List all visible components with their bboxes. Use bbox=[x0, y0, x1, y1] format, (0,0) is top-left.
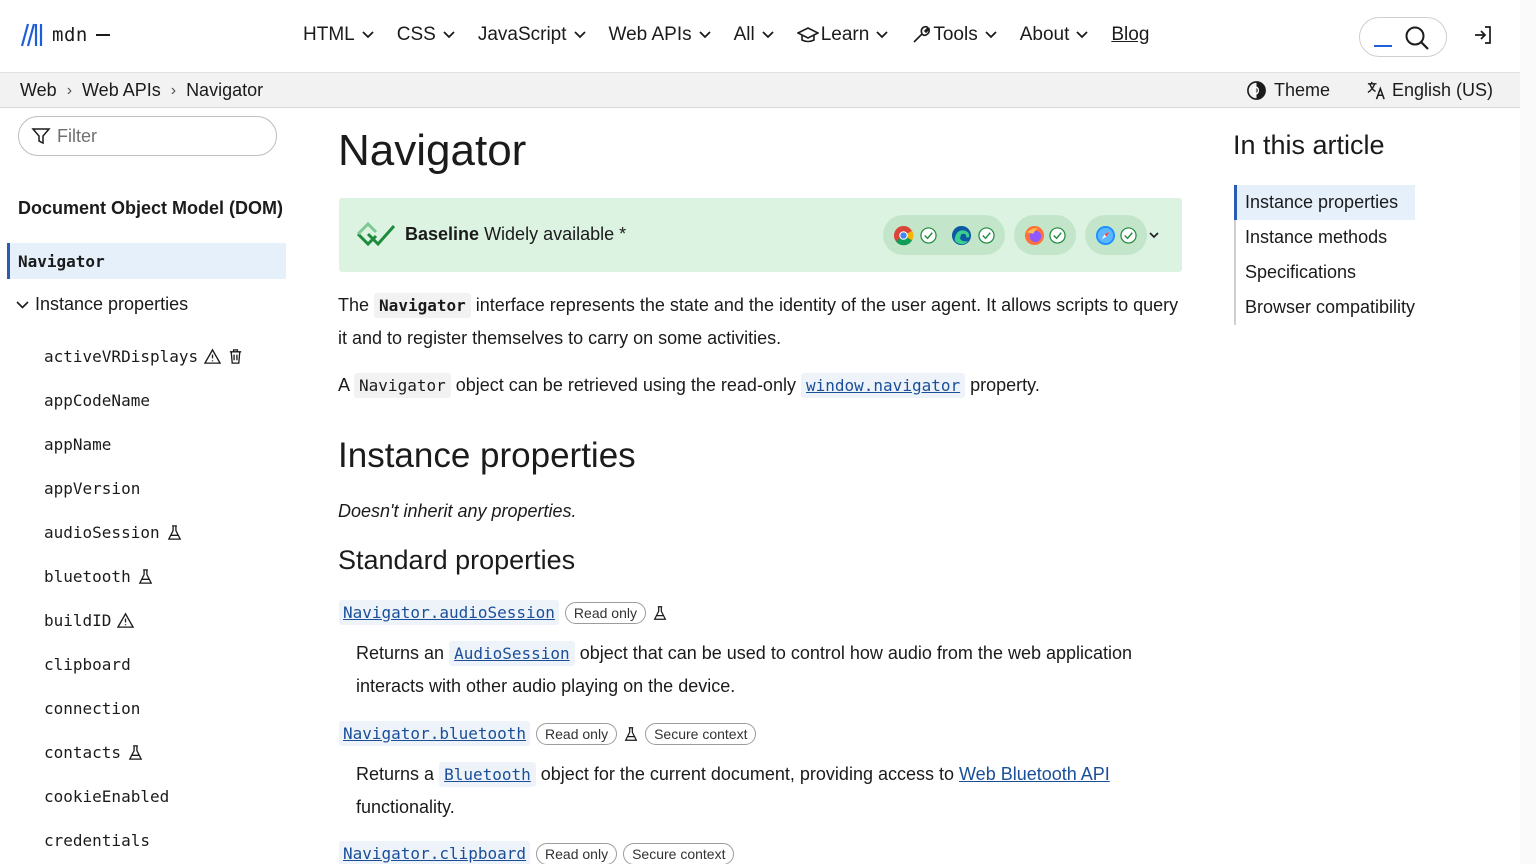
property-description bbox=[356, 637, 1176, 702]
menu-css-label: CSS bbox=[396, 24, 436, 45]
sidebar-item[interactable] bbox=[44, 378, 244, 422]
link-code: Bluetooth bbox=[439, 762, 536, 787]
chevron-down-icon[interactable] bbox=[1147, 228, 1161, 242]
warning-icon bbox=[204, 348, 221, 365]
sidebar-filter[interactable] bbox=[18, 116, 277, 156]
menu-all-label: All bbox=[733, 24, 755, 45]
read-only-badge: Read only bbox=[536, 843, 617, 864]
intro-text: object can be retrieved using the read-only bbox=[455, 375, 796, 395]
property-description bbox=[356, 758, 1176, 823]
browser-group-safari bbox=[1085, 215, 1147, 255]
property-link[interactable]: Navigator.bluetooth bbox=[339, 721, 530, 746]
flask-icon bbox=[137, 568, 154, 585]
menu-tools[interactable] bbox=[911, 24, 997, 46]
mdn-logo-icon bbox=[20, 22, 46, 48]
sidebar-item-label: bluetooth bbox=[44, 566, 131, 586]
sidebar-item[interactable] bbox=[44, 774, 244, 818]
property-row bbox=[339, 721, 756, 746]
menu-web-apis[interactable] bbox=[609, 24, 712, 46]
property-row bbox=[339, 600, 668, 625]
baseline-strong: Baseline bbox=[405, 224, 480, 244]
property-link[interactable]: Navigator.audioSession bbox=[339, 600, 559, 625]
theme-icon bbox=[1246, 80, 1267, 101]
breadcrumb-navigator[interactable]: Navigator bbox=[186, 80, 264, 100]
sidebar-item[interactable] bbox=[44, 642, 244, 686]
property-link[interactable]: Navigator.clipboard bbox=[339, 841, 530, 864]
graduation-cap-icon bbox=[797, 27, 819, 43]
toc-title: In this article bbox=[1233, 130, 1385, 160]
window-navigator-link[interactable] bbox=[801, 375, 965, 395]
menu-html-label: HTML bbox=[303, 24, 355, 45]
sidebar-item[interactable] bbox=[44, 818, 244, 862]
supported-check-icon bbox=[978, 227, 995, 244]
browser-group-chrome-edge bbox=[883, 215, 1005, 255]
sidebar-item-label: clipboard bbox=[44, 654, 131, 674]
section-heading-standard-properties[interactable]: Standard properties bbox=[338, 545, 576, 575]
baseline-check-icon bbox=[356, 220, 396, 248]
intro-text: A bbox=[338, 375, 350, 395]
edge-icon bbox=[951, 225, 972, 246]
search-icon bbox=[1404, 25, 1430, 51]
browser-group-firefox bbox=[1014, 215, 1076, 255]
warning-icon bbox=[117, 612, 134, 629]
sidebar-item-label: appName bbox=[44, 434, 112, 454]
chevron-down-icon bbox=[573, 28, 587, 42]
secure-context-badge: Secure context bbox=[645, 723, 756, 745]
sidebar-item-label: cookieEnabled bbox=[44, 786, 170, 806]
menu-learn-label: Learn bbox=[820, 24, 870, 45]
read-only-badge: Read only bbox=[536, 723, 617, 745]
sidebar-item[interactable] bbox=[44, 466, 244, 510]
wrench-icon bbox=[911, 25, 931, 45]
chevron-down-icon bbox=[761, 28, 775, 42]
filter-icon bbox=[31, 126, 51, 146]
baseline-banner[interactable] bbox=[339, 198, 1182, 272]
language-switcher[interactable] bbox=[1366, 80, 1493, 101]
bluetooth-link[interactable] bbox=[439, 764, 536, 784]
browser-support bbox=[883, 215, 1147, 255]
menu-javascript[interactable] bbox=[478, 24, 587, 46]
supported-check-icon bbox=[1049, 227, 1066, 244]
link-code: window.navigator bbox=[801, 373, 965, 398]
chevron-down-icon bbox=[16, 298, 29, 311]
chrome-icon bbox=[893, 225, 914, 246]
sidebar-item[interactable] bbox=[44, 422, 244, 466]
description-text: object for the current document, providing access to bbox=[540, 764, 954, 784]
login-icon[interactable] bbox=[1472, 24, 1494, 46]
toc-item-specifications[interactable]: Specifications bbox=[1245, 262, 1357, 282]
flask-icon bbox=[127, 744, 144, 761]
menu-learn[interactable] bbox=[797, 24, 890, 46]
search-cursor bbox=[1374, 45, 1392, 47]
breadcrumb-bar bbox=[0, 72, 1520, 108]
flask-icon bbox=[623, 726, 639, 742]
sidebar-item-label: audioSession bbox=[44, 522, 160, 542]
firefox-icon bbox=[1024, 225, 1045, 246]
menu-about-label: About bbox=[1019, 24, 1070, 45]
sidebar-item[interactable] bbox=[44, 510, 244, 554]
sidebar-item-navigator[interactable]: Navigator bbox=[7, 243, 286, 279]
menu-tools-label: Tools bbox=[933, 24, 978, 45]
chevron-right-icon: › bbox=[66, 81, 73, 99]
menu-html[interactable] bbox=[303, 24, 375, 46]
sidebar-item-label: buildID bbox=[44, 610, 112, 630]
supported-check-icon bbox=[920, 227, 937, 244]
theme-switcher[interactable] bbox=[1246, 80, 1330, 101]
menu-all[interactable] bbox=[734, 24, 775, 46]
theme-label: Theme bbox=[1274, 80, 1331, 100]
baseline-label bbox=[405, 224, 626, 245]
secure-context-badge: Secure context bbox=[623, 843, 734, 864]
menu-css[interactable] bbox=[397, 24, 456, 46]
sidebar-item-label: activeVRDisplays bbox=[44, 346, 199, 366]
menu-blog-link[interactable]: Blog bbox=[1111, 24, 1150, 45]
intro-text: property. bbox=[970, 375, 1040, 395]
breadcrumb bbox=[20, 80, 263, 101]
audiosession-link[interactable] bbox=[449, 643, 575, 663]
toc-item-instance-methods[interactable]: Instance methods bbox=[1245, 227, 1388, 247]
sidebar-item-label: appVersion bbox=[44, 478, 141, 498]
menu-about[interactable] bbox=[1020, 24, 1090, 46]
inherit-note: Doesn't inherit any properties. bbox=[338, 501, 577, 521]
toc-item-browser-compatibility[interactable]: Browser compatibility bbox=[1245, 297, 1416, 317]
inline-code: Navigator bbox=[374, 293, 471, 318]
baseline-status: Widely available * bbox=[484, 224, 627, 244]
intro-text: The bbox=[338, 295, 370, 315]
intro-paragraph-1 bbox=[338, 289, 1183, 354]
sidebar-item-label: credentials bbox=[44, 830, 150, 850]
sidebar-item[interactable] bbox=[44, 554, 244, 598]
chevron-down-icon bbox=[442, 28, 456, 42]
mdn-logo[interactable] bbox=[20, 22, 110, 48]
top-navigation bbox=[0, 0, 1536, 72]
chevron-right-icon: › bbox=[170, 81, 177, 99]
menu-web-apis-label: Web APIs bbox=[608, 24, 692, 45]
inline-code: Navigator bbox=[354, 373, 451, 398]
menu-javascript-label: JavaScript bbox=[477, 24, 567, 45]
mdn-logo-text: mdn bbox=[52, 24, 88, 46]
description-text: Returns an bbox=[356, 643, 445, 663]
description-text: Returns a bbox=[356, 764, 435, 784]
chevron-down-icon bbox=[698, 28, 712, 42]
logo-cursor bbox=[96, 34, 110, 36]
description-text: functionality. bbox=[356, 797, 455, 817]
read-only-badge: Read only bbox=[565, 602, 646, 624]
intro-paragraph-2 bbox=[338, 369, 1183, 402]
page-scrollbar[interactable] bbox=[1520, 0, 1536, 864]
trash-icon bbox=[227, 348, 244, 365]
sidebar-item-label: contacts bbox=[44, 742, 122, 762]
sidebar-group-instance-properties[interactable] bbox=[16, 294, 188, 315]
sidebar-item-label: connection bbox=[44, 698, 141, 718]
chevron-down-icon bbox=[984, 28, 998, 42]
flask-icon bbox=[166, 524, 183, 541]
breadcrumb-web-apis[interactable]: Web APIs bbox=[82, 80, 161, 100]
main-menu bbox=[303, 24, 1149, 46]
sidebar-item[interactable] bbox=[44, 334, 244, 378]
page-title: Navigator bbox=[338, 126, 527, 175]
sidebar-group-label: Instance properties bbox=[35, 294, 189, 314]
link-code: AudioSession bbox=[449, 641, 575, 666]
chevron-down-icon bbox=[875, 28, 889, 42]
toc-item-instance-properties[interactable]: Instance properties bbox=[1234, 185, 1415, 220]
toc-list bbox=[1234, 185, 1415, 325]
sidebar-item[interactable] bbox=[44, 730, 244, 774]
sidebar-list bbox=[44, 334, 244, 862]
sidebar-section-title[interactable]: Document Object Model (DOM) bbox=[18, 198, 283, 218]
sidebar-item[interactable] bbox=[44, 598, 244, 642]
filter-input[interactable] bbox=[57, 126, 257, 147]
flask-icon bbox=[652, 605, 668, 621]
search-button[interactable] bbox=[1359, 17, 1447, 57]
language-label: English (US) bbox=[1392, 80, 1494, 100]
intro-text: interface represents the state and the identity of the user agent. It allows scripts to query it and to register themselves to carry on some activities. bbox=[338, 295, 1179, 348]
safari-icon bbox=[1095, 225, 1116, 246]
description-text: object that can be used to control how audio from the web application interacts with other audio playing on the device. bbox=[356, 643, 1133, 696]
section-heading-instance-properties[interactable]: Instance properties bbox=[338, 436, 636, 475]
property-row bbox=[339, 841, 734, 864]
web-bluetooth-api-link[interactable]: Web Bluetooth API bbox=[959, 764, 1110, 784]
chevron-down-icon bbox=[361, 28, 375, 42]
chevron-down-icon bbox=[1075, 28, 1089, 42]
translate-icon bbox=[1366, 80, 1387, 101]
sidebar-item-label: appCodeName bbox=[44, 390, 150, 410]
supported-check-icon bbox=[1120, 227, 1137, 244]
sidebar-item[interactable] bbox=[44, 686, 244, 730]
breadcrumb-web[interactable]: Web bbox=[20, 80, 57, 100]
